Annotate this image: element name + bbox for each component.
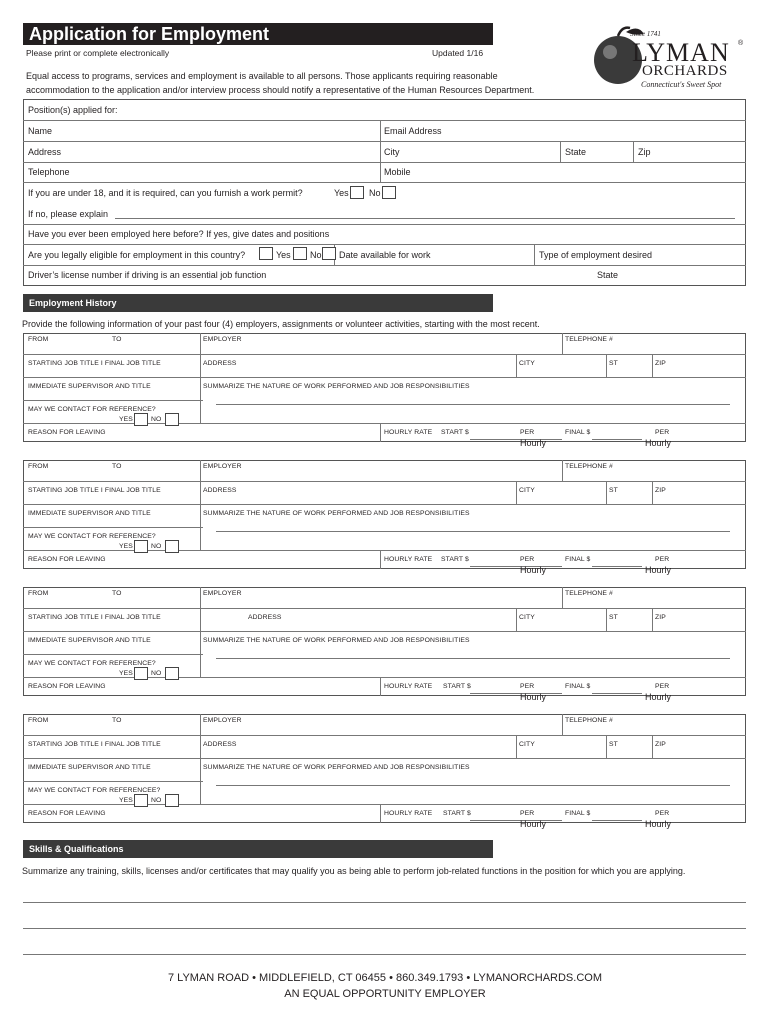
- equal-access-notice: [26, 69, 534, 97]
- to-label-4: TO: [112, 717, 122, 724]
- employer-zip-label-2: ZIP: [655, 487, 666, 494]
- employment-history-heading: Employment History: [23, 294, 493, 312]
- employer-telephone-label-1: TELEPHONE #: [565, 336, 613, 343]
- contact-ref-label-4: MAY WE CONTACT FOR REFERENCEE?: [28, 787, 161, 794]
- final-rate-line-4[interactable]: [592, 820, 642, 821]
- logo-since: Since 1741: [630, 30, 661, 38]
- start-rate-line-2[interactable]: [470, 566, 562, 567]
- if-no-explain-line[interactable]: [115, 218, 735, 219]
- contact-ref-label-1: MAY WE CONTACT FOR REFERENCE?: [28, 406, 156, 413]
- employer-address-label-4: ADDRESS: [203, 741, 237, 748]
- contact-yes-label-1: YES: [119, 416, 133, 423]
- eligible-no-label: No: [310, 250, 322, 260]
- from-label-1: FROM: [28, 336, 49, 343]
- employer-st-label-2: ST: [609, 487, 618, 494]
- employer-city-label-2: CITY: [519, 487, 535, 494]
- supervisor-label-2: IMMEDIATE SUPERVISOR AND TITLE: [28, 510, 151, 517]
- contact-yes-checkbox-2[interactable]: [134, 540, 148, 553]
- type-desired-label: Type of employment desired: [539, 250, 653, 260]
- notice-line-2: accommodation to the application and/or interview process should notify a representative of the Human Resources Department.: [26, 85, 535, 95]
- eligible-no-checkbox[interactable]: [322, 247, 336, 260]
- employer-address-label-2: ADDRESS: [203, 487, 237, 494]
- summarize-label-4: SUMMARIZE THE NATURE OF WORK PERFORMED AND JOB RESPONSIBILITIES: [203, 764, 470, 771]
- per-label-b-4: PER: [655, 810, 670, 817]
- employer-city-label-3: CITY: [519, 614, 535, 621]
- permit-no-checkbox[interactable]: [382, 186, 396, 199]
- supervisor-label-4: IMMEDIATE SUPERVISOR AND TITLE: [28, 764, 151, 771]
- hourly-label-a-4: Hourly: [520, 819, 547, 829]
- supervisor-label-1: IMMEDIATE SUPERVISOR AND TITLE: [28, 383, 151, 390]
- employer-st-label-3: ST: [609, 614, 618, 621]
- skills-line-1[interactable]: [23, 902, 746, 903]
- contact-yes-checkbox-3[interactable]: [134, 667, 148, 680]
- contact-yes-checkbox-4[interactable]: [134, 794, 148, 807]
- final-rate-label-2: FINAL $: [565, 556, 591, 563]
- hourly-rate-label-1: HOURLY RATE: [384, 429, 433, 436]
- form-title: Application for Employment: [23, 23, 493, 45]
- job-title-label-3: STARTING JOB TITLE I FINAL JOB TITLE: [28, 614, 161, 621]
- eligible-mid-checkbox[interactable]: [293, 247, 307, 260]
- skills-line-2[interactable]: [23, 928, 746, 929]
- state-label: State: [565, 147, 587, 157]
- contact-no-label-3: NO: [151, 670, 162, 677]
- start-rate-line-4[interactable]: [470, 820, 562, 821]
- employer-label-1: EMPLOYER: [203, 336, 242, 343]
- employer-zip-label-1: ZIP: [655, 360, 666, 367]
- final-rate-line-2[interactable]: [592, 566, 642, 567]
- employer-city-label-4: CITY: [519, 741, 535, 748]
- eligible-yes-label: Yes: [276, 250, 291, 260]
- from-label-2: FROM: [28, 463, 49, 470]
- final-rate-line-3[interactable]: [592, 693, 642, 694]
- employer-telephone-label-3: TELEPHONE #: [565, 590, 613, 597]
- if-no-explain-label: If no, please explain: [28, 209, 109, 219]
- date-available-label: Date available for work: [339, 250, 431, 260]
- per-label-b-2: PER: [655, 556, 670, 563]
- hourly-label-b-4: Hourly: [645, 819, 672, 829]
- notice-line-1: Equal access to programs, services and employment is available to all persons. Those applicants requiring reasonable: [26, 71, 498, 81]
- employer-zip-label-3: ZIP: [655, 614, 666, 621]
- reason-leaving-label-3: REASON FOR LEAVING: [28, 683, 106, 690]
- logo-name-orchards: ORCHARDS: [642, 63, 728, 79]
- employed-before-question: Have you ever been employed here before? If yes, give dates and positions: [28, 229, 330, 239]
- hourly-label-b-3: Hourly: [645, 692, 672, 702]
- employer-label-2: EMPLOYER: [203, 463, 242, 470]
- hourly-label-a-1: Hourly: [520, 438, 547, 448]
- to-label-3: TO: [112, 590, 122, 597]
- employer-address-label-3: ADDRESS: [248, 614, 282, 621]
- eligible-yes-checkbox[interactable]: [259, 247, 273, 260]
- reason-leaving-label-4: REASON FOR LEAVING: [28, 810, 106, 817]
- summarize-label-2: SUMMARIZE THE NATURE OF WORK PERFORMED AND JOB RESPONSIBILITIES: [203, 510, 470, 517]
- skills-heading: Skills & Qualifications: [23, 840, 493, 858]
- logo-registered: ®: [738, 40, 744, 47]
- final-rate-label-3: FINAL $: [565, 683, 591, 690]
- hourly-rate-label-2: HOURLY RATE: [384, 556, 433, 563]
- final-rate-line-1[interactable]: [592, 439, 642, 440]
- per-label-a-1: PER: [520, 429, 535, 436]
- contact-no-checkbox-3[interactable]: [165, 667, 179, 680]
- eligible-question: Are you legally eligible for employment in this country?: [28, 250, 246, 260]
- mobile-label: Mobile: [384, 167, 411, 177]
- logo-tagline: Connecticut's Sweet Spot: [641, 80, 722, 89]
- contact-no-checkbox-4[interactable]: [165, 794, 179, 807]
- supervisor-label-3: IMMEDIATE SUPERVISOR AND TITLE: [28, 637, 151, 644]
- address-label: Address: [28, 147, 62, 157]
- logo-name-lyman: LYMAN: [632, 38, 730, 67]
- summary-line-3[interactable]: [216, 658, 730, 659]
- footer-eoe: AN EQUAL OPPORTUNITY EMPLOYER: [284, 988, 486, 1000]
- start-rate-label-2: START $: [441, 556, 469, 563]
- from-label-3: FROM: [28, 590, 49, 597]
- per-label-a-4: PER: [520, 810, 535, 817]
- summarize-label-3: SUMMARIZE THE NATURE OF WORK PERFORMED AND JOB RESPONSIBILITIES: [203, 637, 470, 644]
- summary-line-1[interactable]: [216, 404, 730, 405]
- contact-no-label-2: NO: [151, 543, 162, 550]
- final-rate-label-4: FINAL $: [565, 810, 591, 817]
- contact-no-checkbox-1[interactable]: [165, 413, 179, 426]
- employer-telephone-label-2: TELEPHONE #: [565, 463, 613, 470]
- hourly-label-a-3: Hourly: [520, 692, 547, 702]
- permit-yes-label: Yes: [334, 188, 349, 198]
- footer-address: 7 LYMAN ROAD • MIDDLEFIELD, CT 06455 • 860.349.1793 • LYMANORCHARDS.COM: [168, 972, 602, 984]
- start-rate-line-1[interactable]: [470, 439, 562, 440]
- per-label-a-3: PER: [520, 683, 535, 690]
- work-permit-question: If you are under 18, and it is required, can you furnish a work permit?: [28, 188, 303, 198]
- to-label-1: TO: [112, 336, 122, 343]
- updated-date: Updated 1/16: [432, 48, 484, 58]
- summarize-label-1: SUMMARIZE THE NATURE OF WORK PERFORMED AND JOB RESPONSIBILITIES: [203, 383, 470, 390]
- contact-ref-label-3: MAY WE CONTACT FOR REFERENCE?: [28, 660, 156, 667]
- employer-st-label-4: ST: [609, 741, 618, 748]
- contact-ref-label-2: MAY WE CONTACT FOR REFERENCE?: [28, 533, 156, 540]
- zip-label: Zip: [638, 147, 651, 157]
- positions-label: Position(s) applied for:: [28, 105, 118, 115]
- license-label: Driver’s license number if driving is an essential job function: [28, 270, 267, 280]
- per-label-a-2: PER: [520, 556, 535, 563]
- contact-yes-label-4: YES: [119, 797, 133, 804]
- lyman-orchards-logo: [588, 22, 748, 94]
- reason-leaving-label-1: REASON FOR LEAVING: [28, 429, 106, 436]
- summary-line-4[interactable]: [216, 785, 730, 786]
- per-label-b-3: PER: [655, 683, 670, 690]
- hourly-label-a-2: Hourly: [520, 565, 547, 575]
- contact-no-label-4: NO: [151, 797, 162, 804]
- employer-telephone-label-4: TELEPHONE #: [565, 717, 613, 724]
- skills-instructions: Summarize any training, skills, licenses and/or certificates that may qualify you as being able to perform job-related functions in the position for which you are applying.: [22, 866, 686, 876]
- job-title-label-2: STARTING JOB TITLE I FINAL JOB TITLE: [28, 487, 161, 494]
- from-label-4: FROM: [28, 717, 49, 724]
- employer-st-label-1: ST: [609, 360, 618, 367]
- job-title-label-1: STARTING JOB TITLE I FINAL JOB TITLE: [28, 360, 161, 367]
- job-title-label-4: STARTING JOB TITLE I FINAL JOB TITLE: [28, 741, 161, 748]
- instructions: Please print or complete electronically: [26, 48, 170, 58]
- employer-city-label-1: CITY: [519, 360, 535, 367]
- email-label: Email Address: [384, 126, 442, 136]
- start-rate-label-1: START $: [441, 429, 469, 436]
- employment-intro: Provide the following information of your past four (4) employers, assignments or volunteer activities, starting with the most recent.: [22, 319, 540, 329]
- hourly-label-b-1: Hourly: [645, 438, 672, 448]
- permit-no-label: No: [369, 188, 381, 198]
- to-label-2: TO: [112, 463, 122, 470]
- contact-no-label-1: NO: [151, 416, 162, 423]
- start-rate-line-3[interactable]: [470, 693, 562, 694]
- contact-yes-label-2: YES: [119, 543, 133, 550]
- telephone-label: Telephone: [28, 167, 70, 177]
- city-label: City: [384, 147, 400, 157]
- employer-label-4: EMPLOYER: [203, 717, 242, 724]
- hourly-rate-label-4: HOURLY RATE: [384, 810, 433, 817]
- start-rate-label-3: START $: [443, 683, 471, 690]
- reason-leaving-label-2: REASON FOR LEAVING: [28, 556, 106, 563]
- contact-yes-label-3: YES: [119, 670, 133, 677]
- per-label-b-1: PER: [655, 429, 670, 436]
- employer-zip-label-4: ZIP: [655, 741, 666, 748]
- skills-line-3[interactable]: [23, 954, 746, 955]
- permit-yes-checkbox[interactable]: [350, 186, 364, 199]
- contact-no-checkbox-2[interactable]: [165, 540, 179, 553]
- employer-address-label-1: ADDRESS: [203, 360, 237, 367]
- contact-yes-checkbox-1[interactable]: [134, 413, 148, 426]
- hourly-rate-label-3: HOURLY RATE: [384, 683, 433, 690]
- employer-label-3: EMPLOYER: [203, 590, 242, 597]
- start-rate-label-4: START $: [443, 810, 471, 817]
- summary-line-2[interactable]: [216, 531, 730, 532]
- final-rate-label-1: FINAL $: [565, 429, 591, 436]
- name-label: Name: [28, 126, 53, 136]
- hourly-label-b-2: Hourly: [645, 565, 672, 575]
- license-state-label: State: [597, 270, 619, 280]
